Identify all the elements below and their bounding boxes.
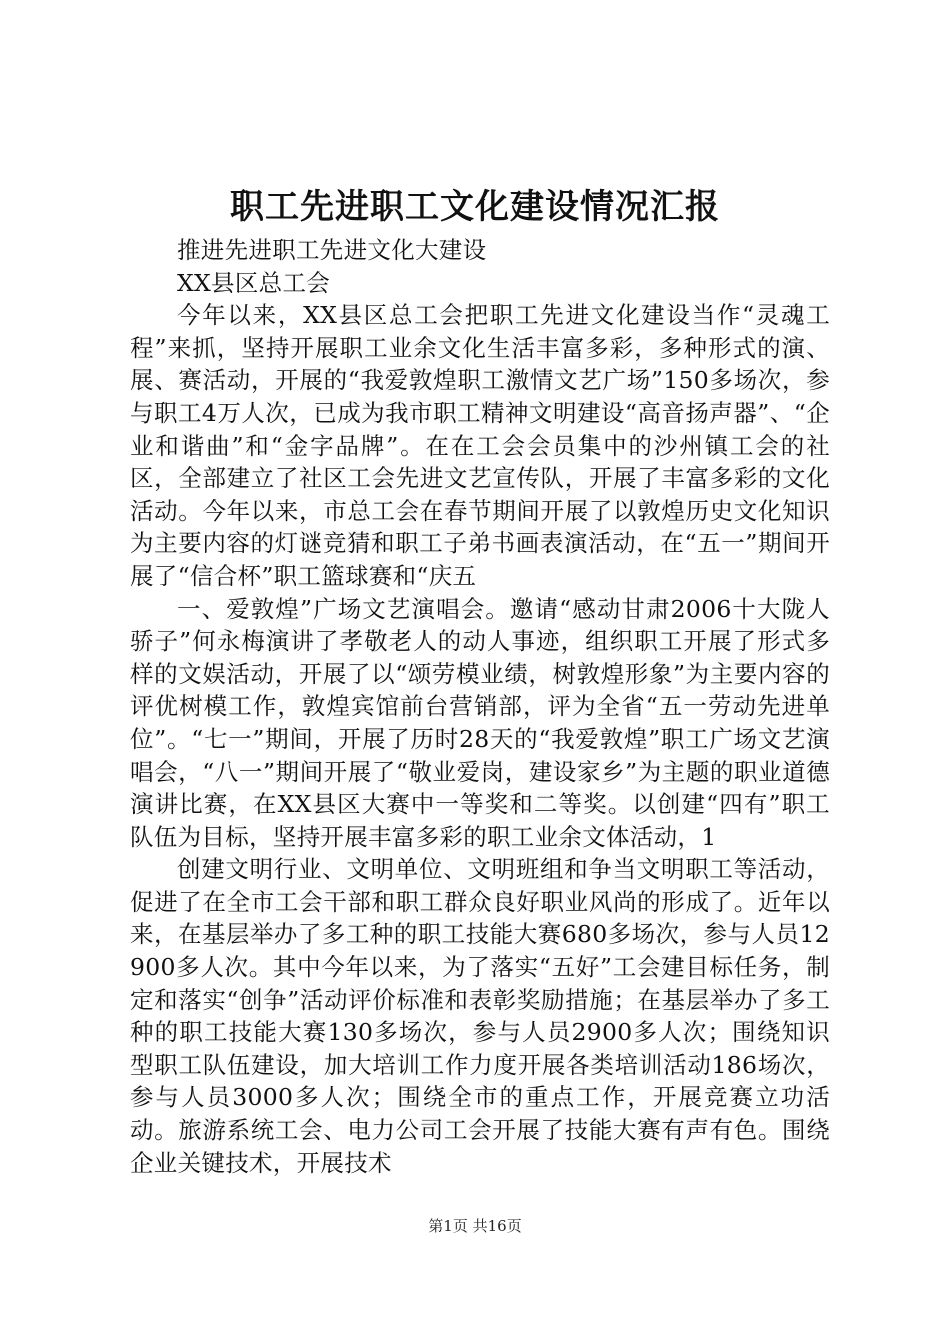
document-subtitle: 推进先进职工先进文化大建设 bbox=[177, 236, 487, 264]
paragraph: 创建文明行业、文明单位、文明班组和争当文明职工等活动，促进了在全市工会干部和职工群众良好职业风尚的形成了。近年以来，在基层举办了多工种的职工技能大赛680多场次，参与人员12900多人次。其中今年以来，为了落实“五好”工会建目标任务，制定和落实“创争”活动评价标准和表彰奖励措施；在基层举办了多工种的职工技能大赛130多场次，参与人员2900多人次；围绕知识型职工队伍建设，加大培训工作力度开展各类培训活动186场次，参与人员3000多人次；围绕全市的重点工作，开展竞赛立功活动。旅游系统工会、电力公司工会开展了技能大赛有声有色。围绕企业关键技术，开展技术 bbox=[130, 855, 830, 1177]
paragraph: 今年以来，XX县区总工会把职工先进文化建设当作“灵魂工程”来抓，坚持开展职工业余文化生活丰富多彩，多种形式的演、展、赛活动，开展的“我爱敦煌职工激情文艺广场”150多场次，参与职工4万人次，已成为我市职工精神文明建设“高音扬声器”、“企业和谐曲”和“金字品牌”。在在工会会员集中的沙州镇工会的社区，全部建立了社区工会先进文艺宣传队，开展了丰富多彩的文化活动。今年以来，市总工会在春节期间开展了以敦煌历史文化知识为主要内容的灯谜竞猜和职工子弟书画表演活动，在“五一”期间开展了“信合杯”职工篮球赛和“庆五 bbox=[130, 301, 830, 590]
document-title: 职工先进职工文化建设情况汇报 bbox=[230, 187, 720, 227]
document-body bbox=[130, 234, 830, 1179]
paragraph: 一、爱敦煌”广场文艺演唱会。邀请“感动甘肃2006十大陇人骄子”何永梅演讲了孝敬老人的动人事迹，组织职工开展了形式多样的文娱活动，开展了以“颂劳模业绩，树敦煌形象”为主要内容的评优树模工作，敦煌宾馆前台营销部，评为全省“五一劳动先进单位”。“七一”期间，开展了历时28天的“我爱敦煌”职工广场文艺演唱会，“八一”期间开展了“敬业爱岗，建设家乡”为主题的职业道德演讲比赛，在XX县区大赛中一等奖和二等奖。以创建“四有”职工队伍为目标，坚持开展丰富多彩的职工业余文体活动，1 bbox=[130, 594, 830, 851]
page-footer: 第1页 共16页 bbox=[428, 1217, 522, 1235]
document-author: XX县区总工会 bbox=[177, 268, 331, 297]
